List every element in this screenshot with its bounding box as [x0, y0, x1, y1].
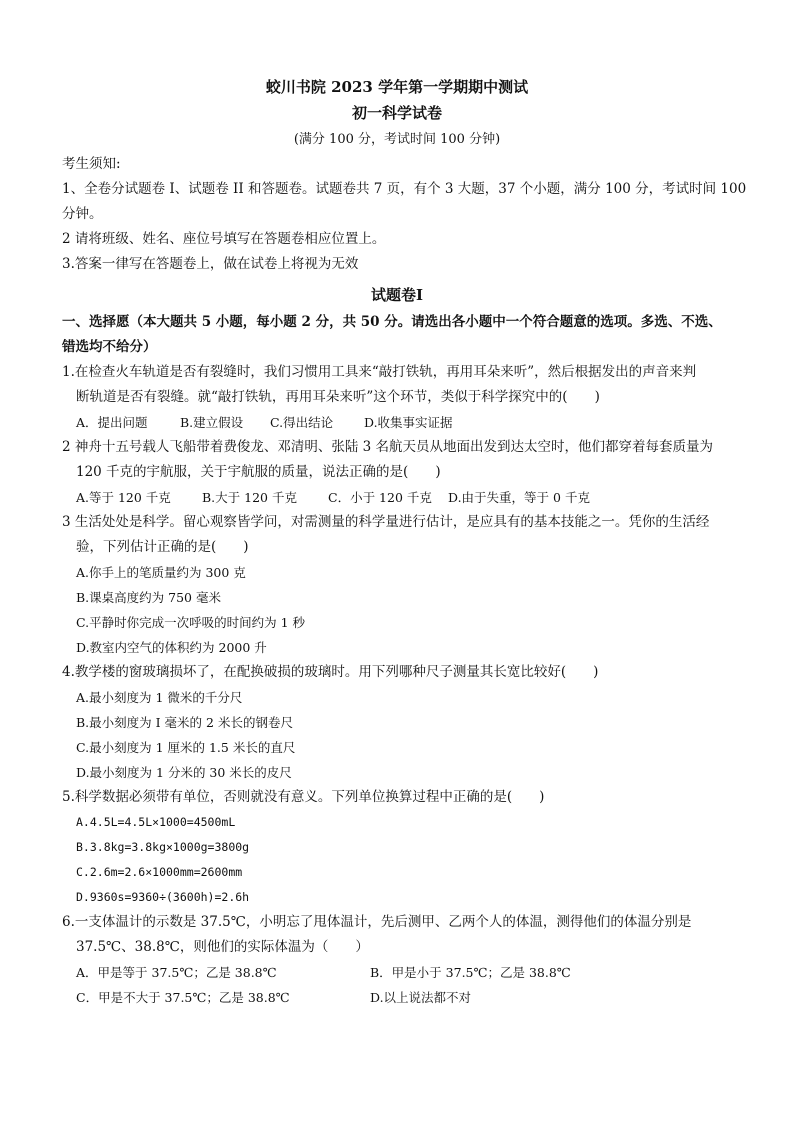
- option-c: C．小于 120 千克: [328, 490, 432, 505]
- option-a: A．甲是等于 37.5℃；乙是 38.8℃: [76, 965, 277, 980]
- question-stem: 3 生活处处是科学。留心观察皆学问，对需测量的科学量进行估计，是应具有的基本技能之一。凭你的生活经: [62, 514, 710, 530]
- notice-item-1-cont: 分钟。: [62, 206, 103, 222]
- question-stem-cont: 120 千克的宇航服，关于宇航服的质量，说法正确的是( ): [76, 464, 441, 480]
- question-1: [62, 360, 742, 435]
- question-options: [62, 410, 742, 435]
- option-a: A．提出问题: [76, 415, 148, 430]
- question-stem: 6.一支体温计的示数是 37.5℃，小明忘了甩体温计，先后测甲、乙两个人的体温，测得他们的体温分别是: [62, 914, 692, 930]
- option-b: B.大于 120 千克: [202, 490, 297, 505]
- option-d: D.9360s=9360÷(3600h)=2.6h: [76, 890, 250, 904]
- option-c: C．甲是不大于 37.5℃；乙是 38.8℃: [76, 990, 290, 1005]
- notice-item-3: 3.答案一律写在答题卷上，做在试卷上将视为无效: [62, 256, 359, 272]
- question-2: [62, 435, 742, 510]
- question-stem: 4.教学楼的窗玻璃损坏了，在配换破损的玻璃时。用下列哪种尺子测量其长宽比较好( ): [62, 664, 599, 680]
- section-instruction-cont: 错选均不给分）: [62, 339, 157, 355]
- questions-section: [62, 310, 742, 1010]
- question-stem: 2 神舟十五号载人飞船带着费俊龙、邓清明、张陆 3 名航天员从地面出发到达太空时，他们都穿着每套质量为: [62, 439, 714, 455]
- option-b: B．甲是小于 37.5℃；乙是 38.8℃: [370, 965, 571, 980]
- option-d: D.最小刻度为 1 分米的 30 米长的皮尺: [76, 765, 292, 780]
- notice-heading: 考生须知:: [62, 156, 121, 172]
- option-b: B.建立假设: [180, 415, 244, 430]
- option-a: A.4.5L=4.5L×1000=4500mL: [76, 815, 236, 829]
- option-b: B.课桌高度约为 750 毫米: [76, 590, 221, 605]
- option-b: B.3.8kg=3.8kg×1000g=3800g: [76, 840, 250, 854]
- option-a: A.最小刻度为 1 微米的千分尺: [76, 690, 243, 705]
- question-stem-cont: 验，下列估计正确的是( ): [76, 539, 249, 555]
- option-c: C.平静时你完成一次呼吸的时间约为 1 秒: [76, 615, 305, 630]
- question-options: [62, 960, 742, 1010]
- section-title: 试题卷Ⅰ: [370, 286, 424, 304]
- question-6: [62, 910, 742, 1010]
- option-d: D.教室内空气的体积约为 2000 升: [76, 640, 267, 655]
- option-d: D.以上说法都不对: [370, 990, 472, 1005]
- section-instruction: 一、选择愿（本大题共 5 小题，每小题 2 分，共 50 分。请选出各小题中一个符合题意的选项。多选、不选、: [62, 314, 722, 330]
- exam-meta: (满分 100 分，考试时间 100 分钟): [293, 132, 501, 147]
- question-5: [62, 785, 742, 910]
- option-c: C.2.6m=2.6×1000mm=2600mm: [76, 865, 243, 879]
- option-a: A.等于 120 千克: [76, 490, 171, 505]
- option-d: D.由于失重，等于 0 千克: [448, 490, 590, 505]
- notice-item-2: 2 请将班级、姓名、座位号填写在答题卷相应位置上。: [62, 231, 386, 247]
- exam-title: 蛟川书院 2023 学年第一学期期中测试: [265, 78, 529, 96]
- question-4: [62, 660, 742, 785]
- option-a: A.你手上的笔质量约为 300 克: [76, 565, 246, 580]
- option-d: D.收集事实证据: [364, 415, 453, 430]
- question-stem: 5.科学数据必须带有单位，否则就没有意义。下列单位换算过程中正确的是( ): [62, 789, 545, 805]
- notice-item-1: 1、全卷分试题卷 I、试题卷 II 和答题卷。试题卷共 7 页，有个 3 大题，37 个小题，满分 100 分，考试时间 100: [62, 181, 747, 197]
- notice-section: [62, 152, 747, 277]
- question-stem-cont: 37.5℃、38.8℃，则他们的实际体温为（ ）: [76, 939, 369, 955]
- question-stem-cont: 断轨道是否有裂缝。就“敲打铁轨，再用耳朵来听”这个环节，类似于科学探究中的( ): [76, 389, 600, 405]
- question-3: [62, 510, 742, 660]
- question-stem: 1.在检查火车轨道是否有裂缝时，我们习惯用工具来“敲打铁轨，再用耳朵来听”，然后根据发出的声音来判: [62, 364, 697, 380]
- question-options: [62, 485, 742, 510]
- option-b: B.最小刻度为 I 毫米的 2 米长的钢卷尺: [76, 715, 293, 730]
- exam-subtitle: 初一科学试卷: [351, 104, 442, 122]
- option-c: C.得出结论: [270, 415, 334, 430]
- option-c: C.最小刻度为 1 厘米的 1.5 米长的直尺: [76, 740, 296, 755]
